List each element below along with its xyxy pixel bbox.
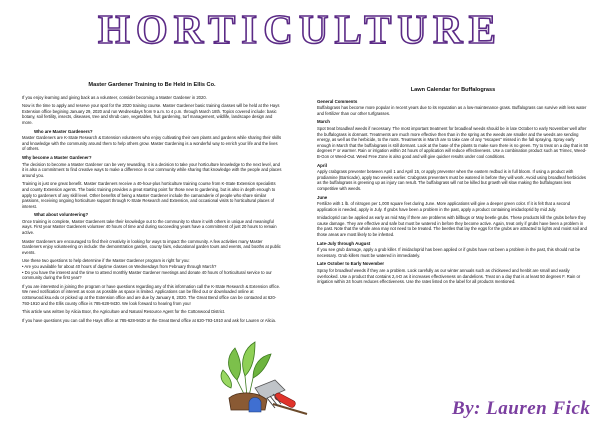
paragraph: If you have questions you can call the Hays office at 785-628-9430 or the Great Bend office at 620-793-1910 and ask for Lauren or Alicia.: [22, 317, 277, 323]
subheading: Why become a Master Gardener?: [22, 154, 92, 160]
paragraph: Master Gardeners are encouraged to find their creativity in looking for ways to impact the community. A few activities many Master Gardeners enjoy volunteering on include: the demonstration garden, county fairs, educational garden tours and events, and booths at public events.: [22, 238, 281, 255]
leaf-icon: [221, 370, 231, 388]
section-text: Spot treat broadleaf weeds if necessary. The most important treatment for broadleaf weeds should be in late October to early November well after the buffalograss is dormant. Treatments are much more effective then than in the spring as the weeds are smaller and the weeds are sending energy, as well as the herbicide, to the roots. Treatments in March are to take care of any "escapes" missed in the fall spraying. Spray early enough in March that the buffalograss is still dormant. Look at the base of the plants to make sure there is no green. Try to treat on a day that is 50 degrees F or warmer. Rain or irrigation within 24 hours of application will reduce effectiveness. Use a combination product such as Trimec, Weed-B-Gon or Weed-Out. Weed Free Zone is also good and will give quicker results under cool conditions.: [317, 125, 589, 159]
section-text: If you see grub damage, apply a grub killer. If imidacloprid has been applied or if grubs have not been a problem in the past, this should not be necessary. Grub killers must be watered in immediately.: [317, 247, 581, 258]
subheading: What about volunteering?: [34, 212, 89, 218]
section-text: Apply crabgrass preventer between April 1 and April 15, or apply preventer when the eastern redbud is in full bloom. If using a product with prodiamine (Barricade), apply two weeks earlier. Crabgrass preventers must be watered in before they will work. Avoid using broadleaf herbicides as the buffalograss is greening up as injury can result. The buffalograss will not be killed but growth will slow making the buffalograss less competitive with weeds.: [317, 169, 586, 191]
section-text: Buffalograss has become more popular in recent years due to its reputation as a low-maintenance grass. Buffalograss can survive with less water and fertilizer than our other turfgrasses.: [317, 105, 587, 116]
subheading: Who are Master Gardeners?: [34, 128, 93, 134]
author-byline: By: Lauren Fick: [452, 398, 591, 419]
paragraph: The decision to become a Master Gardener can be very rewarding. It is a decision to take your horticulture knowledge to the next level, and it is also a commitment to find creative ways to make a difference in our community while sharing that knowledge with the people and places around you.: [22, 161, 282, 178]
section-text: Fertilize with 1 lb. of nitrogen per 1,000 square feet during June. More applications will give a deeper green color. If it is felt that a second application is needed, apply in July. If grubs have been a problem in the past, apply a product containing imidacloprid by mid July.: [317, 201, 571, 212]
right-column-article: [317, 88, 589, 288]
left-column-article: [22, 83, 282, 326]
leaf-icon: [243, 342, 255, 376]
paragraph: Master Gardeners are K-State Research & Extension volunteers who enjoy cultivating their own plants and gardens while sharing their skills and knowledge with the community around them to help others grow. Master Gardening is a wonderful way to enrich your life and the lives of others.: [22, 135, 282, 152]
paragraph: Once training is complete, Master Gardeners take their knowledge out to the community to share it with others in unique and meaningful ways. First year Master Gardeners volunteer 40 hours of time and during succeeding years have a commitment of just 20 hours to remain active.: [22, 218, 277, 236]
section-title: General Comments: [317, 98, 358, 104]
section-title: Late-July through August: [317, 240, 371, 246]
paragraph: If you are interested in joining the program or have questions regarding any of this information call the K-State Research & Extension office. We need notification of interest as soon as possible as space is limited. Applications can be filled out or downloaded online at cottonwood.ksu.edu or picked up at the Extension office and are due by January 8, 2020. The Great Bend office can be contacted at 620-793-1910 and the Ellis county office is 785-628-9430. We look forward to hearing from you!: [22, 283, 281, 306]
leaf-icon: [229, 348, 241, 380]
right-heading: Lawn Calendar for Buffalograss: [410, 87, 496, 93]
paragraph: Training is just one great benefit. Master Gardeners receive a 40-hour-plus horticulture training course from K-State Extension specialists and county Extension agents. The basic training provides a great starting point for those new to gardening, but is also in depth enough to apply to gardeners of any skill level. Other benefits of being a Master Gardener include the camaraderie of people who share similar passions, receiving ongoing horticulture support through K-State Research and Extension, and occasional visits to horticultural places of interest.: [22, 181, 276, 209]
page-title: HORTICULTURE: [98, 6, 502, 52]
section-title: Late October to Early November: [317, 261, 385, 267]
section-title: March: [317, 119, 330, 125]
bullet-item: • Are you available for about 40 hours of daytime classes on Wednesdays from February through March?: [22, 264, 217, 270]
paragraph: Use these two questions to help determine if the Master Gardener program is right for you:: [22, 258, 190, 264]
left-heading: Master Gardener Training to Be Held in Ellis Co.: [88, 82, 216, 88]
section-text: Spray for broadleaf weeds if they are a problem. Look carefully as our winter annuals such as chickweed and henbit are small and easily overlooked. Use a product that contains 2,4-D as it increases effectiveness on dandelions. Treat on a day that is at least 50 degrees F. Rain or irrigation within 24 hours reduces effectiveness. Use the rates listed on the label for all products mentioned.: [317, 268, 581, 285]
section-title: April: [317, 162, 328, 168]
section-title: June: [317, 194, 328, 200]
bullet-item: • Do you have the interest and the time to attend monthly Master Gardener meetings and donate 40 hours of horticultural service to our community during the first year?: [22, 269, 272, 281]
section-text: Imidacloprid can be applied as early as mid May if there are problems with billbugs or May beetle grubs. These products kill the grubs before they cause damage. They are effective and safe but must be watered in before they become active. Again, treat only if grubs have been a problem in the past. Note that the whole area may not need to be treated. The beetles that lay the eggs for the grubs are attracted to lights and moist soil and those areas are most likely to be infested.: [317, 215, 587, 238]
garden-tools-illustration: [215, 318, 315, 418]
leaf-icon: [253, 354, 271, 378]
paragraph: This article was written by Alicia Boor, the Agriculture and Natural Resource Agent for the Cottonwood District.: [22, 309, 226, 315]
paragraph: Now is the time to apply and reserve your spot for the 2020 training course. Master Gardener basic training classes will be held at the Hays Extension office begining January 29, 2020 and run Wednesdays from 9 a.m. to 4 p.m. through March 18th. Topics covered include: basic botany, soil fertility, insects, diseases, tree and shrub care, vegetables, fruit gardening, turf management, wildlife, landscape design and more.: [22, 103, 280, 125]
glove-icon: [249, 398, 261, 413]
paragraph: If you enjoy learning and giving back as a volunteer, consider becoming a Master Gardener in 2020.: [22, 94, 207, 100]
